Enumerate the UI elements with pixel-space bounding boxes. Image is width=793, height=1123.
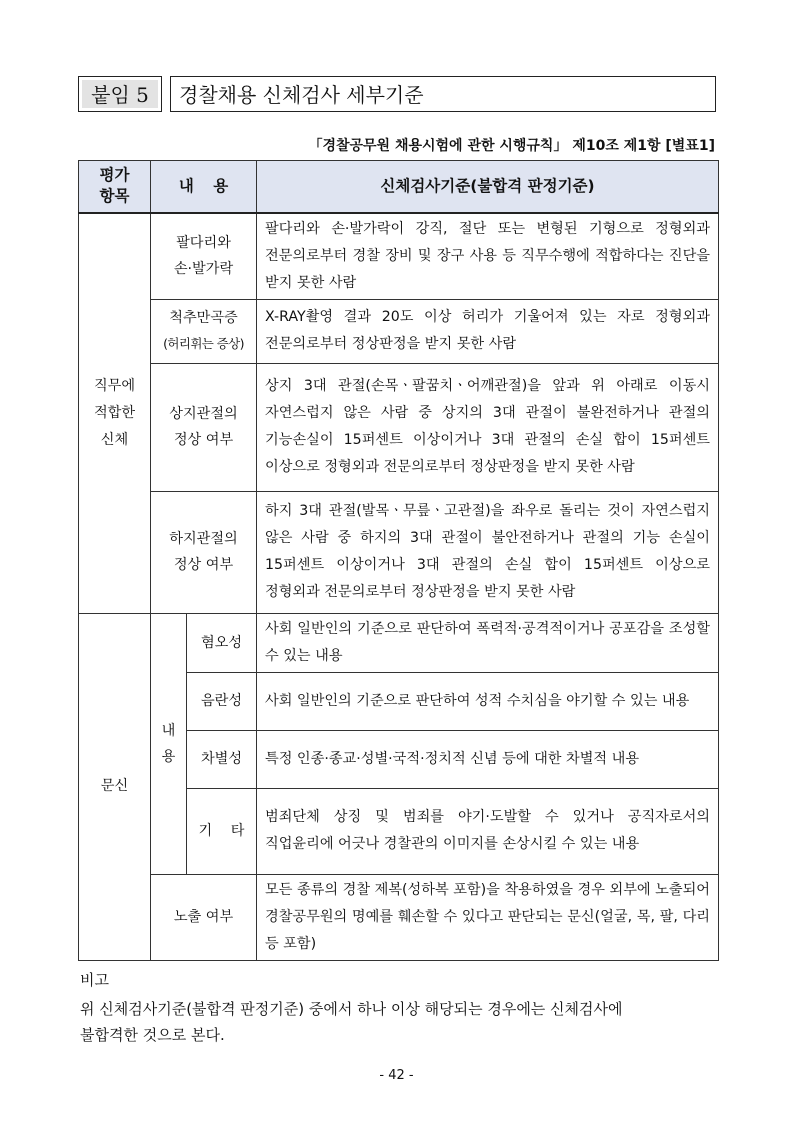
item-discriminatory: 차별성 [187,730,257,788]
criteria-scoliosis: X-RAY촬영 결과 20도 이상 허리가 기울어져 있는 자로 정형외과 전문의로부터 정상판정을 받지 못한 사람 [257,299,719,363]
header-category [79,161,151,213]
item-upper-joints [151,363,257,491]
attachment-label: 붙임 5 [78,76,162,112]
item-upper-joints-line1: 상지관절의 [169,406,238,422]
table-row [79,874,719,960]
remarks-line2: 불합격한 것으로 본다. [80,1026,225,1044]
remarks-line1: 위 신체검사기준(불합격 판정기준) 중에서 하나 이상 해당되는 경우에는 신체검사에 [80,1000,623,1018]
document-title: 경찰채용 신체검사 세부기준 [170,76,716,112]
item-exposure: 노출 여부 [151,874,257,960]
header-category-line2: 항목 [99,187,130,206]
criteria-upper-joints: 상지 3대 관절(손목ㆍ팔꿈치ㆍ어깨관절)을 앞과 위 아래로 이동시 자연스럽지 않은 사람 중 상지의 3대 관절이 불완전하거나 관절의 기능손실이 15퍼센트 이상이거나 3대 관절의 손실 합이 15퍼센트 이상으로 정형외과 전문의로부터 정상판정을 받지 못한 사람 [257,363,719,491]
category-fitness-line1: 직무에 [93,377,136,394]
item-other: 기 타 [187,788,257,874]
category-fitness-line2: 적합한 [93,404,136,421]
header-criteria: 신체검사기준(불합격 판정기준) [257,161,719,213]
item-limbs [151,213,257,300]
item-limbs-line1: 팔다리와 [176,235,231,251]
item-scoliosis-line2: (허리휘는 증상) [163,336,244,351]
item-obscene: 음란성 [187,672,257,730]
item-offensive: 혐오성 [187,613,257,672]
item-lower-joints-line2: 정상 여부 [173,557,234,573]
legal-reference: 「경찰공무원 채용시험에 관한 시행규칙」 제10조 제1항 [별표1] [308,138,715,154]
tattoo-content-label-line2: 용 [161,748,176,765]
table-row [79,363,719,491]
criteria-lower-joints: 하지 3대 관절(발목ㆍ무릎ㆍ고관절)을 좌우로 돌리는 것이 자연스럽지 않은 사람 중 하지의 3대 관절이 불안전하거나 관절의 기능 손실이 15퍼센트 이상이거나 3대 관절의 손실 합이 15퍼센트 이상으로 정형외과 전문의로부터 정상판정을 받지 못한 사람 [257,491,719,613]
criteria-offensive: 사회 일반인의 기준으로 판단하여 폭력적·공격적이거나 공포감을 조성할 수 있는 내용 [257,613,719,672]
page-number: - 42 - [379,1068,414,1083]
table-row [79,491,719,613]
category-fitness-line3: 신체 [100,431,129,448]
physical-exam-criteria-table [78,160,719,961]
criteria-exposure: 모든 종류의 경찰 제복(성하복 포함)을 착용하였을 경우 외부에 노출되어 경찰공무원의 명예를 훼손할 수 있다고 판단되는 문신(얼굴, 목, 팔, 다리 등 포함) [257,874,719,960]
header-content: 내 용 [151,161,257,213]
tattoo-content-label-line1: 내 [161,722,176,739]
criteria-discriminatory: 특정 인종·종교·성별·국적·정치적 신념 등에 대한 차별적 내용 [257,730,719,788]
criteria-limbs: 팔다리와 손·발가락이 강직, 절단 또는 변형된 기형으로 정형외과 전문의로부터 경찰 장비 및 장구 사용 등 직무수행에 적합하다는 진단을 받지 못한 사람 [257,213,719,300]
table-row [79,613,719,672]
header-category-line1: 평가 [99,166,130,185]
table-row [79,213,719,300]
item-scoliosis-line1: 척추만곡증 [169,310,238,326]
item-scoliosis [151,299,257,363]
tattoo-content-label [151,613,187,874]
item-lower-joints-line1: 하지관절의 [169,531,238,547]
item-limbs-line2: 손·발가락 [173,261,234,277]
table-header-row [79,161,719,213]
table-row [79,299,719,363]
criteria-obscene: 사회 일반인의 기준으로 판단하여 성적 수치심을 야기할 수 있는 내용 [257,672,719,730]
criteria-other: 범죄단체 상징 및 범죄를 야기·도발할 수 있거나 공직자로서의 직업윤리에 어긋나 경찰관의 이미지를 손상시킬 수 있는 내용 [257,788,719,874]
category-fitness [79,213,151,614]
remarks-heading: 비고 [80,971,109,989]
category-tattoo: 문신 [79,613,151,960]
item-lower-joints [151,491,257,613]
item-upper-joints-line2: 정상 여부 [173,432,234,448]
